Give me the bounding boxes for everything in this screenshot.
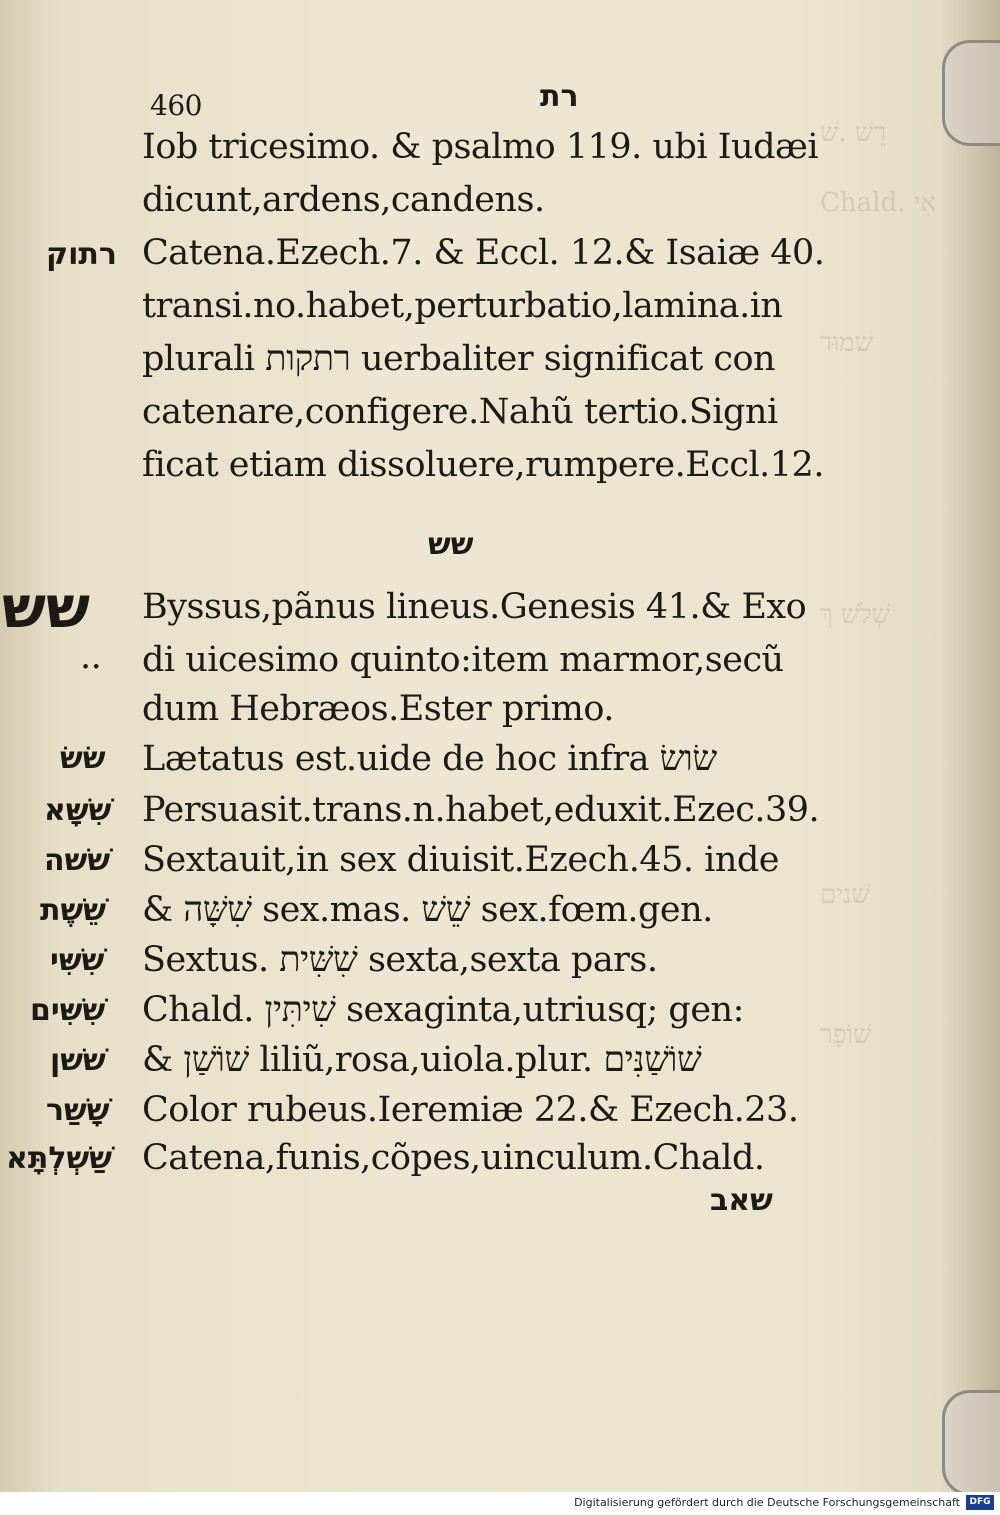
text-line: Iob tricesimo. & psalmo 119. ubi Iudæi xyxy=(142,127,819,167)
page-edge-shadow xyxy=(940,0,1000,1492)
text-line: dicunt,ardens,candens. xyxy=(142,180,545,220)
text-line: plurali רתקות uerbaliter significat con xyxy=(142,339,776,379)
bleed-through-text: שׁמוּד xyxy=(820,328,873,358)
entry-line: di uicesimo quinto:item marmor,secũ xyxy=(142,640,784,680)
hebrew-headword: שׁשׁה xyxy=(44,843,111,878)
entry-line: dum Hebræos.Ester primo. xyxy=(142,689,614,729)
entry-line: Lætatus est.uide de hoc infra שׂושׂ xyxy=(142,739,717,779)
hebrew-headword: שִׁשִּׁי xyxy=(50,943,105,978)
hebrew-headword: רתוק xyxy=(46,237,117,272)
big-initial: שש xyxy=(2,573,90,641)
text-line: transi.no.habet,perturbatio,lamina.in xyxy=(142,286,783,326)
entry-line: Sextauit,in sex diuisit.Ezech.45. inde xyxy=(142,840,779,880)
entry-line: & שׁוֹשַׁן liliũ,rosa,uiola.plur. שׁוֹשַׁנִּים xyxy=(142,1040,702,1080)
bleed-through-text: שׁנים xyxy=(820,880,870,910)
catchword: שאב xyxy=(710,1183,773,1218)
entry-line: Persuasit.trans.n.habet,eduxit.Ezec.39. xyxy=(142,790,820,830)
hebrew-headword: שִׁשִּׁים xyxy=(30,993,106,1028)
entry-line: Color rubeus.Ieremiæ 22.& Ezech.23. xyxy=(142,1090,799,1130)
hebrew-headword: שַׁשְׁלְתָּא xyxy=(6,1141,112,1176)
entry-line: Catena,funis,cõpes,uinculum.Chald. xyxy=(142,1138,765,1178)
hebrew-headword: שֵׁשֶׁת xyxy=(40,893,106,928)
dfg-logo: DFG xyxy=(966,1495,994,1510)
hebrew-headword: שׁשׁן xyxy=(50,1043,106,1078)
hebrew-headword: שָׁשַׁר xyxy=(46,1093,110,1128)
footer-credit: Digitalisierung gefördert durch die Deutsche Forschungsgemeinschaft xyxy=(574,1496,960,1509)
text-line: catenare,configere.Nahũ tertio.Signi xyxy=(142,392,778,432)
bleed-through-text: רֵשׁ .שׁ xyxy=(820,118,887,148)
entry-line: Chald. שִׁיתִּין sexaginta,utriusq; gen: xyxy=(142,990,744,1030)
hebrew-headword: שׂשׂ xyxy=(60,741,106,776)
entry-line: Byssus,pãnus lineus.Genesis 41.& Exo xyxy=(142,587,807,627)
running-header-hebrew: רת xyxy=(540,79,579,114)
bleed-through-text: שְׁלֹשׁ ךְ xyxy=(820,600,891,630)
entry-mark: .. xyxy=(80,637,102,677)
hebrew-headword: שִׁשָּׁא xyxy=(44,793,112,828)
bleed-through-text: שׁוֹפָר xyxy=(820,1020,872,1050)
text-line: ficat etiam dissoluere,rumpere.Eccl.12. xyxy=(142,445,824,485)
page-clip-bottom xyxy=(942,1390,1000,1496)
entry-line: & שִׁשָּׁה sex.mas. שֵׁשׁ sex.fœm.gen. xyxy=(142,890,713,930)
footer-bar xyxy=(0,1492,1000,1515)
page-number: 460 xyxy=(150,89,202,122)
section-heading: שש xyxy=(428,527,474,562)
text-line: Catena.Ezech.7. & Eccl. 12.& Isaiæ 40. xyxy=(142,233,825,273)
bleed-through-text: Chald. אִי xyxy=(820,188,937,218)
entry-line: Sextus. שִׁשִּׁית sexta,sexta pars. xyxy=(142,940,658,980)
